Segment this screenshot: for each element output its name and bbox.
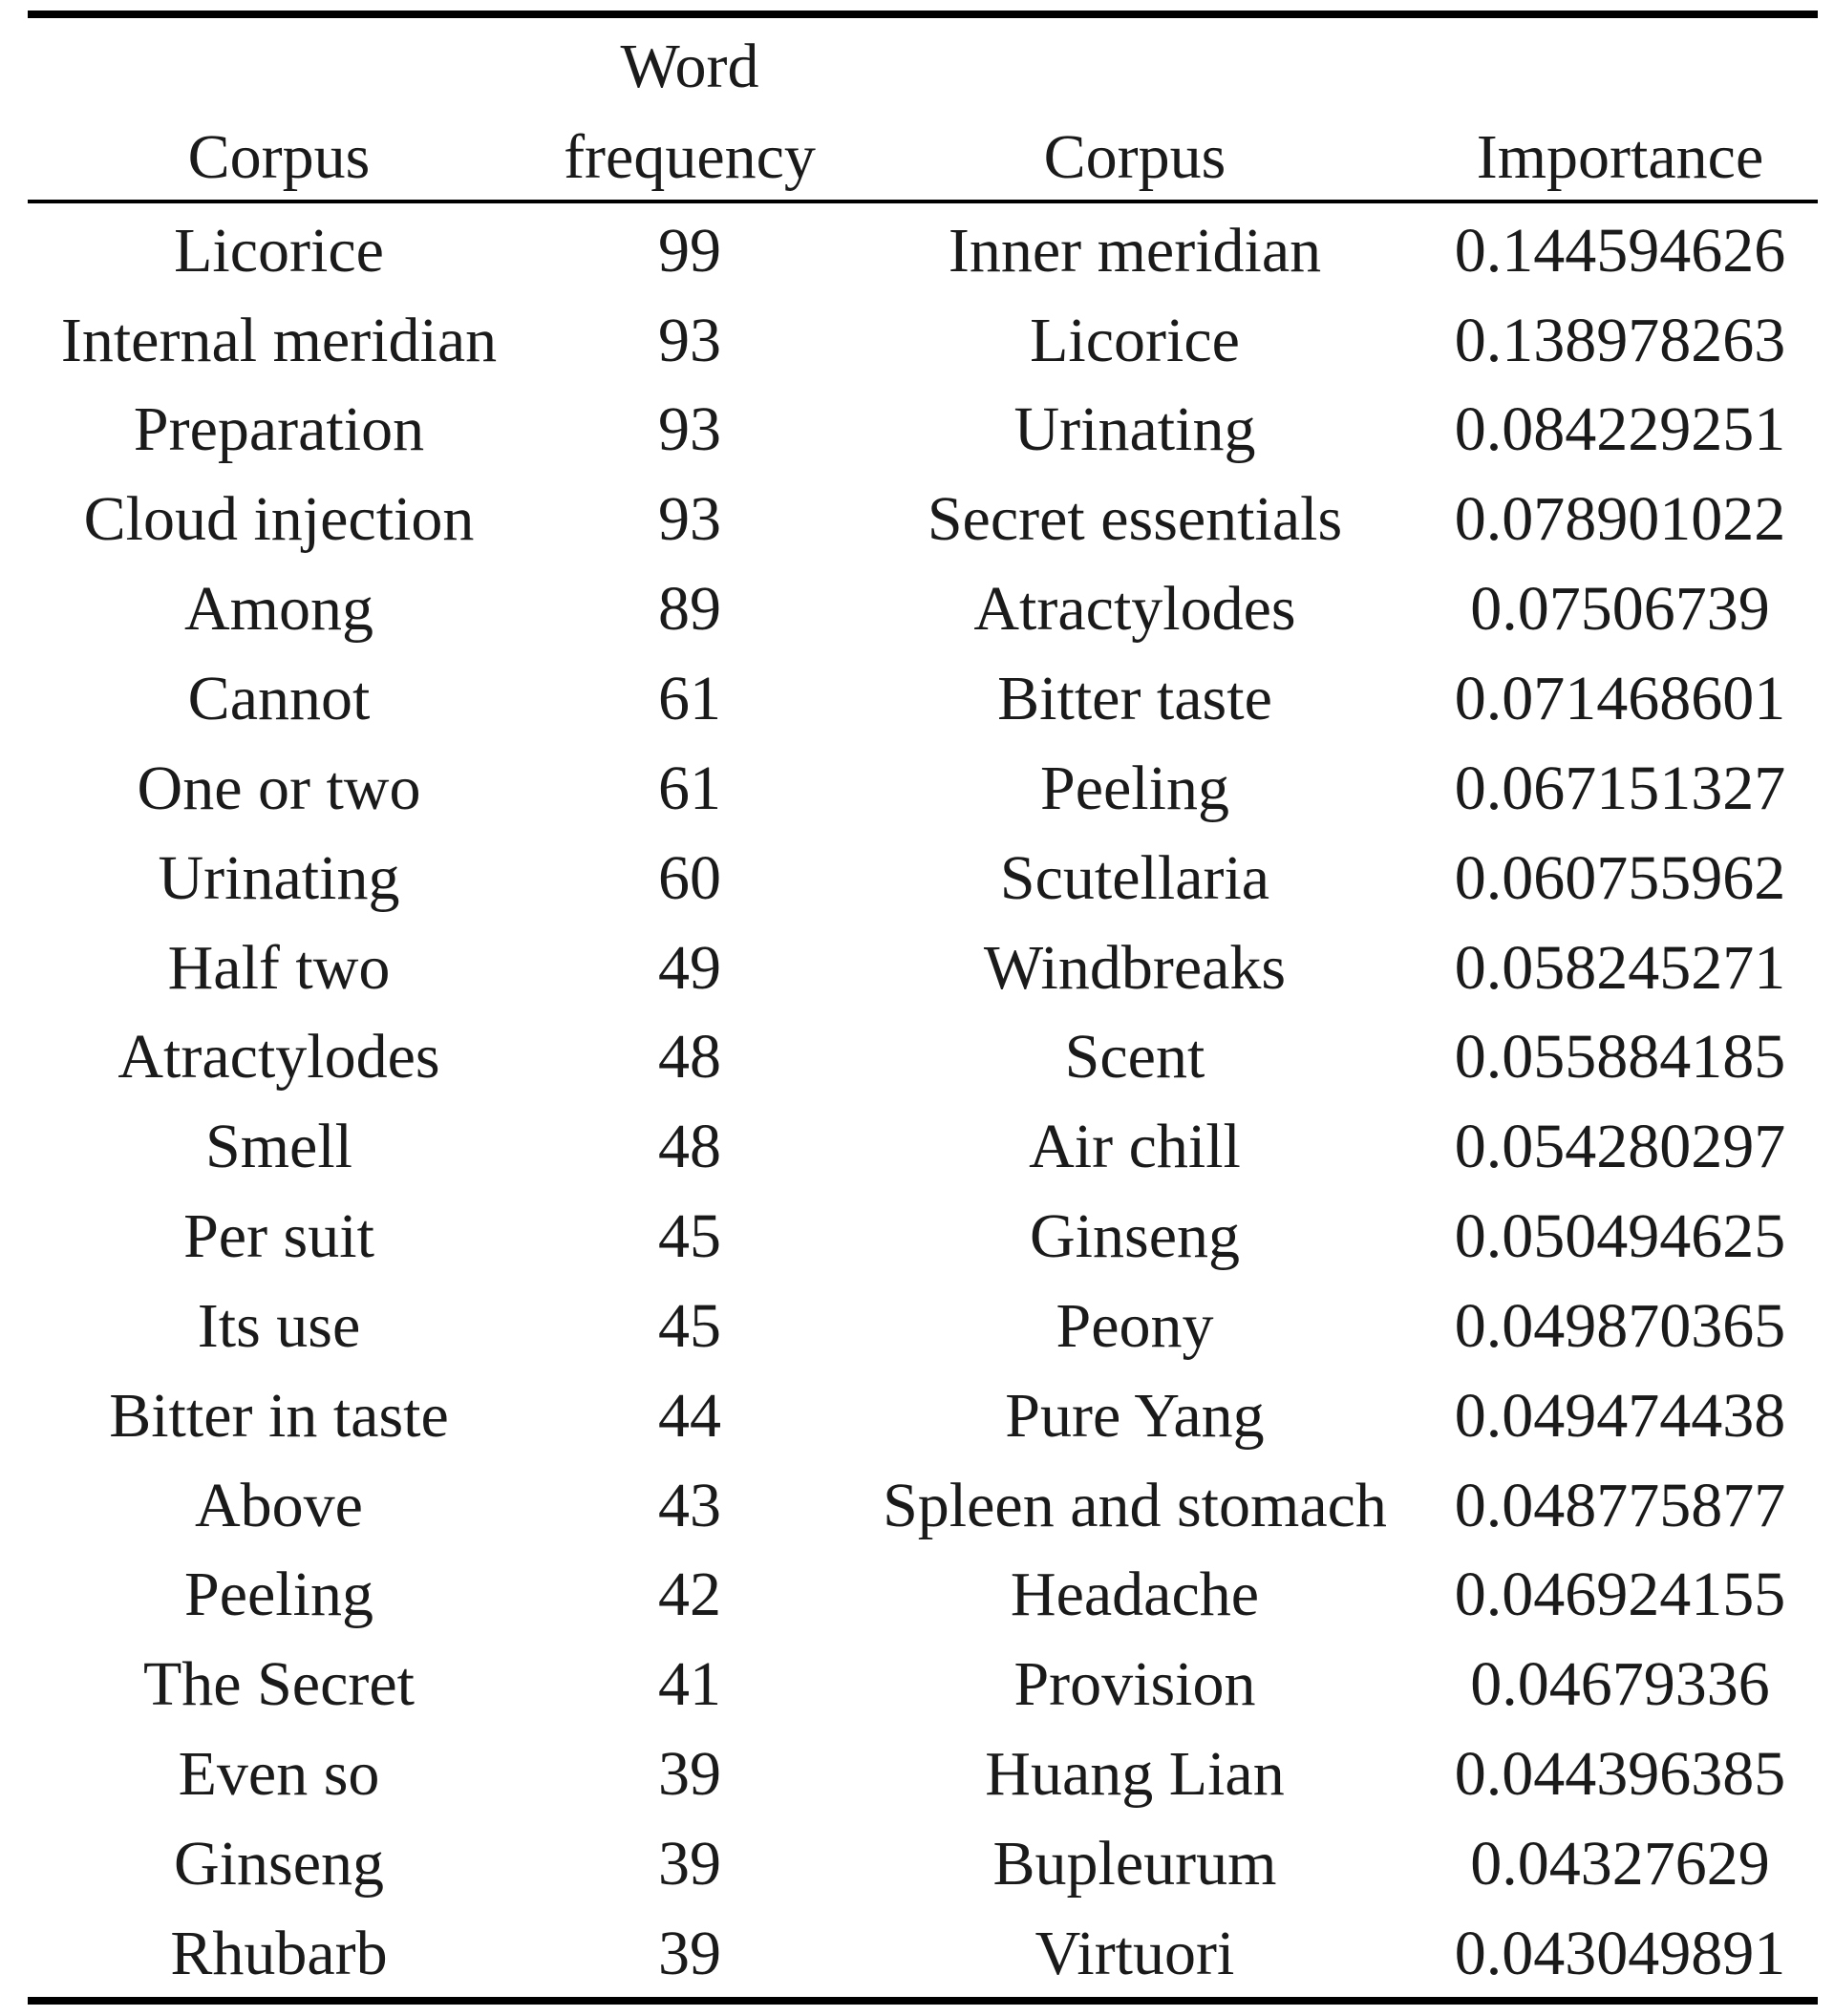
cell-word-frequency: 60	[658, 842, 721, 913]
table-row	[0, 1012, 1834, 1102]
cell-corpus: Bitter in taste	[109, 1380, 449, 1451]
header-word-frequency-line1: Word	[620, 32, 759, 101]
cell-corpus-2: Headache	[1010, 1560, 1260, 1630]
cell-corpus-2: Atractylodes	[973, 574, 1296, 645]
cell-importance: 0.048775877	[1454, 1470, 1786, 1540]
cell-importance: 0.058245271	[1454, 932, 1786, 1003]
cell-corpus-2: Ginseng	[1030, 1201, 1240, 1272]
cell-word-frequency: 93	[658, 484, 721, 555]
cell-corpus-2: Scutellaria	[999, 842, 1270, 913]
cell-corpus: The Secret	[142, 1649, 416, 1720]
cell-word-frequency: 89	[658, 574, 721, 645]
cell-importance: 0.060755962	[1454, 842, 1786, 913]
cell-corpus: One or two	[137, 753, 421, 823]
cell-word-frequency: 45	[658, 1290, 721, 1361]
cell-corpus: Per suit	[183, 1201, 374, 1272]
cell-corpus-2: Virtuori	[1034, 1918, 1235, 1988]
table-top-rule	[28, 11, 1818, 18]
cell-word-frequency: 41	[658, 1649, 721, 1720]
cell-word-frequency: 49	[658, 932, 721, 1003]
cell-importance: 0.144594626	[1454, 215, 1786, 286]
cell-word-frequency: 39	[658, 1828, 721, 1899]
cell-word-frequency: 45	[658, 1201, 721, 1272]
table-row	[0, 296, 1834, 386]
table-row	[0, 923, 1834, 1013]
cell-word-frequency: 43	[658, 1470, 721, 1540]
cell-word-frequency: 42	[658, 1560, 721, 1630]
cell-importance: 0.044396385	[1454, 1739, 1786, 1810]
table-row	[0, 1819, 1834, 1909]
cell-corpus-2: Provision	[1013, 1649, 1256, 1720]
cell-corpus: Rhubarb	[170, 1918, 388, 1988]
cell-corpus: Above	[195, 1470, 363, 1540]
cell-corpus-2: Windbreaks	[983, 932, 1287, 1003]
header-importance: Importance	[1476, 122, 1764, 192]
table-row	[0, 654, 1834, 744]
cell-word-frequency: 61	[658, 753, 721, 823]
cell-corpus: Cannot	[187, 664, 371, 733]
cell-corpus-2: Urinating	[1013, 394, 1256, 465]
cell-corpus-2: Secret essentials	[927, 484, 1343, 555]
cell-importance: 0.138978263	[1454, 305, 1786, 375]
table-row	[0, 206, 1834, 296]
table-row	[0, 1550, 1834, 1640]
cell-corpus: Ginseng	[174, 1828, 384, 1899]
cell-word-frequency: 93	[658, 305, 721, 375]
cell-word-frequency: 39	[658, 1739, 721, 1810]
cell-importance: 0.071468601	[1454, 664, 1786, 733]
cell-corpus-2: Bitter taste	[997, 664, 1272, 733]
table-row	[0, 1730, 1834, 1819]
cell-importance: 0.067151327	[1454, 753, 1786, 823]
cell-word-frequency: 39	[658, 1918, 721, 1988]
table-row	[0, 1640, 1834, 1730]
cell-importance: 0.054280297	[1454, 1112, 1786, 1182]
table-row	[0, 1909, 1834, 1999]
cell-corpus-2: Scent	[1064, 1022, 1205, 1093]
table-row	[0, 385, 1834, 475]
cell-corpus: Among	[184, 574, 373, 645]
cell-corpus: Urinating	[158, 842, 400, 913]
cell-importance: 0.07506739	[1470, 574, 1770, 645]
cell-corpus: Internal meridian	[60, 305, 498, 375]
cell-importance: 0.084229251	[1454, 394, 1786, 465]
cell-importance: 0.04327629	[1470, 1828, 1770, 1899]
cell-importance: 0.050494625	[1454, 1201, 1786, 1272]
cell-corpus-2: Spleen and stomach	[883, 1470, 1387, 1540]
cell-corpus: Atractylodes	[117, 1022, 440, 1093]
cell-corpus: Its use	[197, 1290, 361, 1361]
table-row	[0, 475, 1834, 564]
table-bottom-rule	[28, 1997, 1818, 2005]
header-corpus: Corpus	[187, 122, 371, 192]
cell-corpus: Licorice	[174, 215, 384, 286]
table-row	[0, 1371, 1834, 1461]
cell-word-frequency: 48	[658, 1112, 721, 1182]
cell-corpus: Even so	[178, 1739, 380, 1810]
cell-importance: 0.049870365	[1454, 1290, 1786, 1361]
cell-corpus-2: Huang Lian	[985, 1739, 1285, 1810]
cell-corpus-2: Inner meridian	[948, 215, 1322, 286]
cell-word-frequency: 93	[658, 394, 721, 465]
cell-corpus: Cloud injection	[83, 484, 475, 555]
header-word-frequency-line2: frequency	[564, 122, 816, 192]
cell-corpus-2: Bupleurum	[992, 1828, 1277, 1899]
cell-importance: 0.04679336	[1470, 1649, 1770, 1720]
table-row	[0, 744, 1834, 834]
cell-corpus-2: Licorice	[1030, 305, 1240, 375]
cell-word-frequency: 48	[658, 1022, 721, 1093]
cell-corpus: Half two	[167, 932, 391, 1003]
cell-corpus-2: Peony	[1056, 1290, 1214, 1361]
cell-importance: 0.049474438	[1454, 1380, 1786, 1451]
table-row	[0, 1461, 1834, 1551]
table-row	[0, 1282, 1834, 1371]
table-row	[0, 564, 1834, 654]
cell-importance: 0.046924155	[1454, 1560, 1786, 1630]
cell-importance: 0.043049891	[1454, 1918, 1786, 1988]
table-row	[0, 1102, 1834, 1192]
cell-corpus: Smell	[204, 1112, 353, 1182]
cell-word-frequency: 99	[658, 215, 721, 286]
table-row	[0, 834, 1834, 923]
cell-word-frequency: 44	[658, 1380, 721, 1451]
cell-corpus: Peeling	[184, 1560, 373, 1630]
cell-word-frequency: 61	[658, 664, 721, 733]
cell-corpus-2: Air chill	[1029, 1112, 1241, 1182]
cell-corpus-2: Peeling	[1040, 753, 1229, 823]
cell-importance: 0.055884185	[1454, 1022, 1786, 1093]
cell-importance: 0.078901022	[1454, 484, 1786, 555]
header-corpus-2: Corpus	[1043, 122, 1226, 192]
table-row	[0, 1192, 1834, 1282]
cell-corpus-2: Pure Yang	[1005, 1380, 1265, 1451]
cell-corpus: Preparation	[133, 394, 425, 465]
table-header-rule	[28, 200, 1818, 203]
